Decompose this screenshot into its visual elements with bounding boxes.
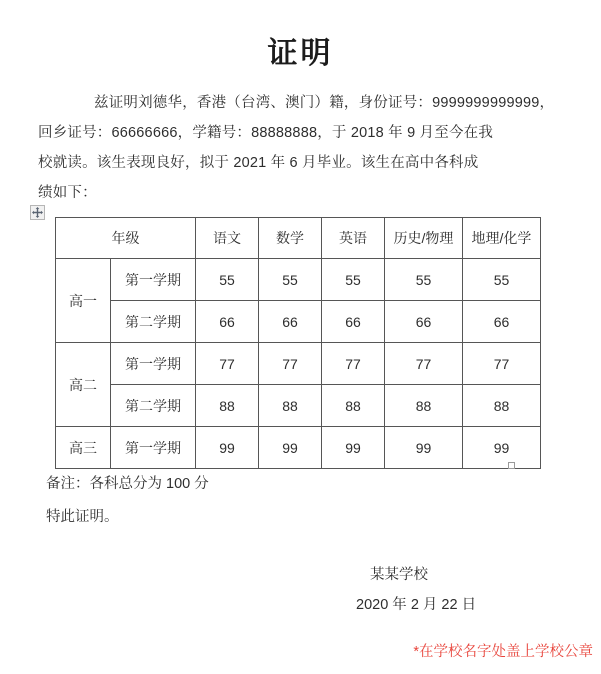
cell-grade: 高一 — [56, 259, 111, 343]
cell-score: 99 — [385, 427, 463, 469]
cell-score: 77 — [463, 343, 541, 385]
red-footnote: *在学校名字处盖上学校公章 — [413, 644, 593, 660]
cell-score: 88 — [463, 385, 541, 427]
grades-table — [55, 217, 541, 469]
cell-score: 99 — [463, 427, 541, 469]
cell-score: 88 — [385, 385, 463, 427]
cell-score: 55 — [322, 259, 385, 301]
body-paragraph — [38, 88, 555, 208]
cell-term: 第一学期 — [111, 343, 196, 385]
table-row — [56, 385, 541, 427]
cell-score: 55 — [196, 259, 259, 301]
cell-score: 66 — [385, 301, 463, 343]
body-line-3: 校就读。该生表现良好，拟于 2021 年 6 月毕业。该生在高中各科成 — [38, 155, 479, 171]
table-row — [56, 301, 541, 343]
table-header-row — [56, 218, 541, 259]
cell-score: 66 — [259, 301, 322, 343]
signature-date: 2020 年 2 月 22 日 — [356, 597, 477, 613]
grades-table-container — [55, 217, 532, 469]
cell-score: 88 — [322, 385, 385, 427]
header-subject-chinese: 语文 — [196, 218, 259, 259]
cell-grade: 高二 — [56, 343, 111, 427]
cell-term: 第二学期 — [111, 301, 196, 343]
table-resize-handle-icon[interactable] — [508, 462, 515, 469]
cell-score: 66 — [463, 301, 541, 343]
header-subject-history-physics: 历史/物理 — [385, 218, 463, 259]
cell-term: 第一学期 — [111, 427, 196, 469]
cell-score: 77 — [385, 343, 463, 385]
table-row — [56, 343, 541, 385]
header-grade: 年级 — [56, 218, 196, 259]
header-subject-math: 数学 — [259, 218, 322, 259]
cell-score: 77 — [322, 343, 385, 385]
header-subject-english: 英语 — [322, 218, 385, 259]
signature-block — [300, 560, 540, 620]
body-line-4: 绩如下： — [38, 185, 97, 201]
body-line-1: 兹证明刘德华，香港（台湾、澳门）籍，身份证号：9999999999999， — [94, 95, 555, 111]
header-subject-geography-chemistry: 地理/化学 — [463, 218, 541, 259]
cell-grade: 高三 — [56, 427, 111, 469]
note-certify: 特此证明。 — [46, 509, 119, 525]
table-row — [56, 427, 541, 469]
cell-score: 99 — [196, 427, 259, 469]
cell-score: 77 — [196, 343, 259, 385]
table-move-handle-icon[interactable] — [30, 205, 45, 220]
cell-term: 第二学期 — [111, 385, 196, 427]
cell-score: 66 — [322, 301, 385, 343]
cell-score: 99 — [322, 427, 385, 469]
signature-school: 某某学校 — [370, 567, 428, 583]
table-row — [56, 259, 541, 301]
cell-term: 第一学期 — [111, 259, 196, 301]
cell-score: 77 — [259, 343, 322, 385]
cell-score: 66 — [196, 301, 259, 343]
note-remark: 备注：各科总分为 100 分 — [46, 476, 209, 492]
cell-score: 88 — [196, 385, 259, 427]
body-line-2: 回乡证号：66666666，学籍号：88888888，于 2018 年 9 月至今在我 — [38, 125, 494, 141]
page-title: 证明 — [267, 37, 334, 70]
cell-score: 55 — [385, 259, 463, 301]
cell-score: 55 — [259, 259, 322, 301]
notes-block — [46, 468, 506, 534]
cell-score: 55 — [463, 259, 541, 301]
cell-score: 99 — [259, 427, 322, 469]
table-body — [56, 259, 541, 469]
cell-score: 88 — [259, 385, 322, 427]
